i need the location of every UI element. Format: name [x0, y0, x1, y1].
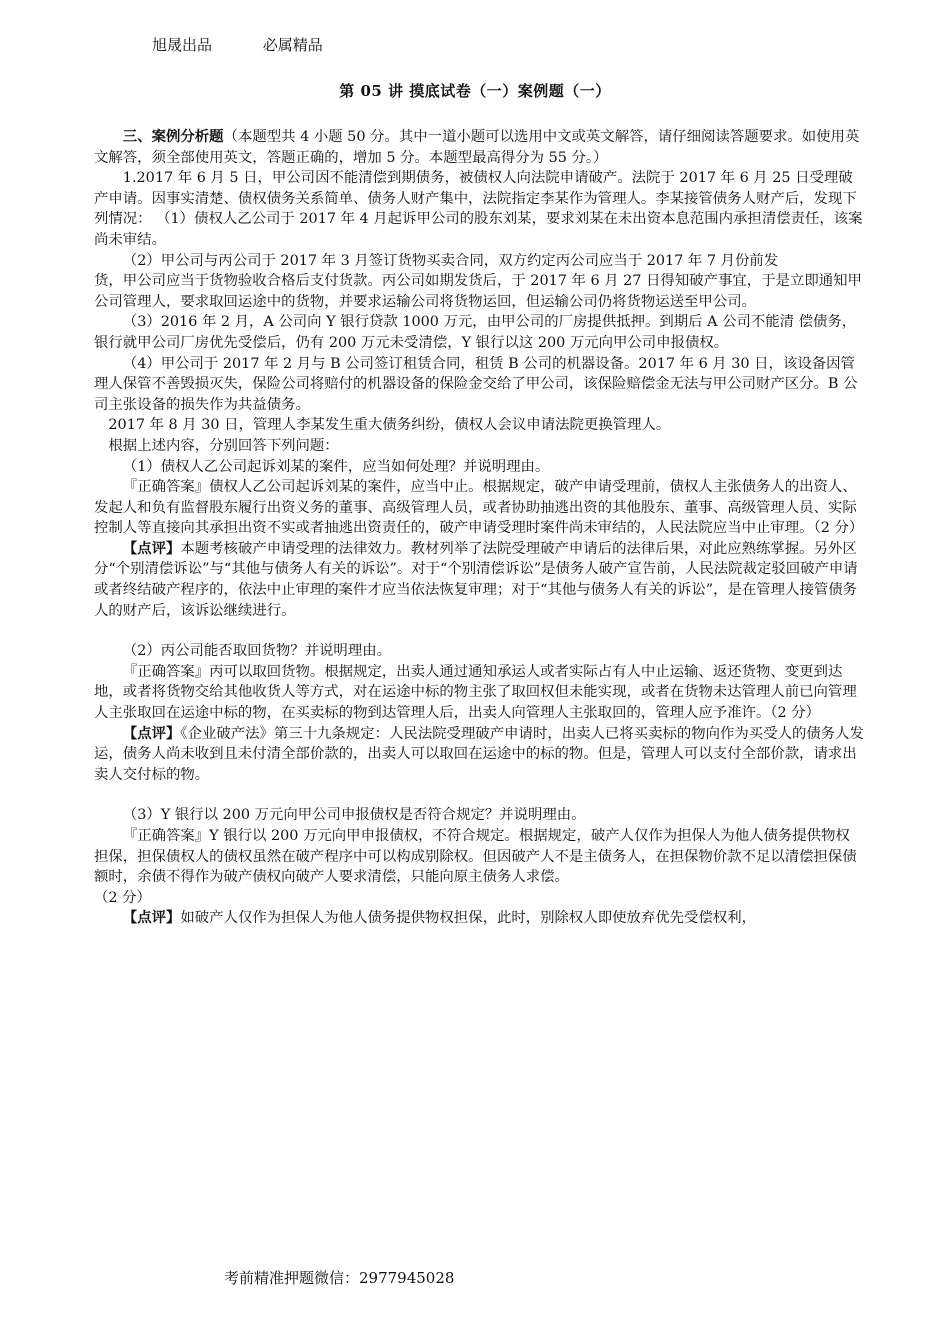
section-intro-text: （本题型共 4 小题 50 分。其中一道小题可以选用中文或英文解答，请仔细阅读答题要求。如使用英文解答，须全部使用英文，答题正确的，增加 5 分。本题型最高得分为 55 分。）: [94, 129, 860, 166]
document-body: [94, 127, 864, 929]
page-header: [152, 34, 369, 55]
case-paragraph-2a: （2）甲公司与丙公司于 2017 年 3 月签订货物买卖合同，双方约定丙公司应当于 2017 年 7 月份前发: [122, 252, 779, 269]
case-paragraph-2b: 货，甲公司应当于货物验收合格后支付货款。丙公司如期发货后，于 2017 年 6 月 27 日得知破产事宜，于是立即通知甲公司管理人，要求取回运途中的货物，并要求运输公司将货物运回，但运输公司仍将货物运送至甲公司。: [94, 273, 862, 310]
answer-3: 『正确答案』Y 银行以 200 万元向甲申报债权，不符合规定。根据规定，破产人仅作为担保人为他人债务提供物权担保，担保债权人的债权虽然在破产程序中可以构成别除权。但因破产人不是主债务人，在担保物价款不足以清偿担保债额时，余债不得作为破产债权向破产人要求清偿，只能向原主债务人求偿。: [94, 828, 857, 886]
page-footer: 考前精准押题微信：2977945028: [224, 1269, 455, 1287]
case-paragraph-1: 1.2017 年 6 月 5 日，甲公司因不能清偿到期债务，被债权人向法院申请破产。法院于 2017 年 6 月 25 日受理破产申请。因事实清楚、债权债务关系简单、债务人财产集中，法院指定李某作为管理人。李某接管债务人财产后，发现下列情况： （1）债权人乙公司于 2017 年 4 月起诉甲公司的股东刘某，要求刘某在未出资本息范围内承担清偿责任，该案尚未审结。: [94, 170, 863, 248]
spacer: [94, 785, 864, 805]
comment-2-label: 【点评】: [122, 724, 181, 742]
comment-3: [94, 908, 864, 929]
case-paragraph-5: 2017 年 8 月 30 日，管理人李某发生重大债务纠纷，债权人会议申请法院更换管理人。: [108, 417, 671, 434]
comment-1-text: 本题考核破产申请受理的法律效力。教材列举了法院受理破产申请后的法律后果，对此应熟练掌握。另外区分“个别清偿诉讼”与“其他与债务人有关的诉讼”。对于“个别清偿诉讼”是债务人破产宣告前，人民法院裁定驳回破产申请或者终结破产程序的，依法中止审理的案件才应当依法恢复审理；对于“其他与债务人有关的诉讼”，是在管理人接管债务人的财产后，该诉讼继续进行。: [94, 540, 858, 619]
case-paragraph-6: 根据上述内容，分别回答下列问题：: [108, 437, 339, 454]
comment-2-text: 《企业破产法》第三十九条规定：人民法院受理破产申请时，出卖人已将买卖标的物向作为买受人的债务人发运，债务人尚未收到且未付清全部价款的，出卖人可以取回在运途中的标的物。但是，管理人可以支付全部价款，请求出卖人交付标的物。: [94, 725, 864, 783]
answer-3-score: （2 分）: [94, 889, 151, 906]
header-right-text: 必属精品: [262, 36, 323, 54]
case-paragraph-4: （4）甲公司于 2017 年 2 月与 B 公司签订租赁合同，租赁 B 公司的机器设备。2017 年 6 月 30 日，该设备因管理人保管不善毁损灭失，保险公司将赔付的机器设备的保险金交给了甲公司，该保险赔偿金无法与甲公司财产区分。B 公司主张设备的损失作为共益债务。: [94, 355, 858, 413]
header-left-text: 旭晟出品: [152, 36, 213, 54]
question-2: （2）丙公司能否取回货物？并说明理由。: [122, 643, 391, 660]
comment-1: [94, 539, 864, 621]
comment-2: [94, 724, 864, 786]
answer-1: 『正确答案』债权人乙公司起诉刘某的案件，应当中止。根据规定，破产申请受理前，债权人主张债务人的出资人、发起人和负有监督股东履行出资义务的董事、高级管理人员，或者协助抽逃出资的其他股东、董事、高级管理人员、实际控制人等直接向其承担出资不实或者抽逃出资责任的，破产申请受理时案件尚未审结的，人民法院应当中止审理。（2 分）: [94, 479, 864, 537]
page-title: 第 05 讲 摸底试卷（一）案例题（一）: [339, 82, 611, 100]
spacer: [94, 621, 864, 641]
comment-3-label: 【点评】: [122, 909, 181, 927]
case-paragraph-3: （3）2016 年 2 月，A 公司向 Y 银行贷款 1000 万元，由甲公司的厂房提供抵押。到期后 A 公司不能清 偿债务，银行就甲公司厂房优先受偿后，仍有 200 万元未受清偿，Y 银行以这 200 万元向甲公司申报债权。: [94, 314, 857, 351]
section-label: 三、案例分析题: [122, 128, 224, 145]
question-3: （3）Y 银行以 200 万元向甲公司申报债权是否符合规定？并说明理由。: [122, 807, 586, 824]
section-intro: [94, 127, 864, 168]
comment-1-label: 【点评】: [122, 539, 181, 557]
answer-2: 『正确答案』丙可以取回货物。根据规定，出卖人通过通知承运人或者实际占有人中止运输、返还货物、变更到达地，或者将货物交给其他收货人等方式，对在运途中标的物主张了取回权但未能实现，或者在货物未达管理人前已向管理人主张取回在运途中标的物，在买卖标的物到达管理人后，出卖人向管理人主张取回的，管理人应予准许。（2 分）: [94, 663, 857, 722]
comment-3-text: 如破产人仅作为担保人为他人债务提供物权担保，此时，别除权人即使放弃优先受偿权利，: [180, 910, 757, 927]
question-1: （1）债权人乙公司起诉刘某的案件，应当如何处理？并说明理由。: [122, 458, 550, 475]
